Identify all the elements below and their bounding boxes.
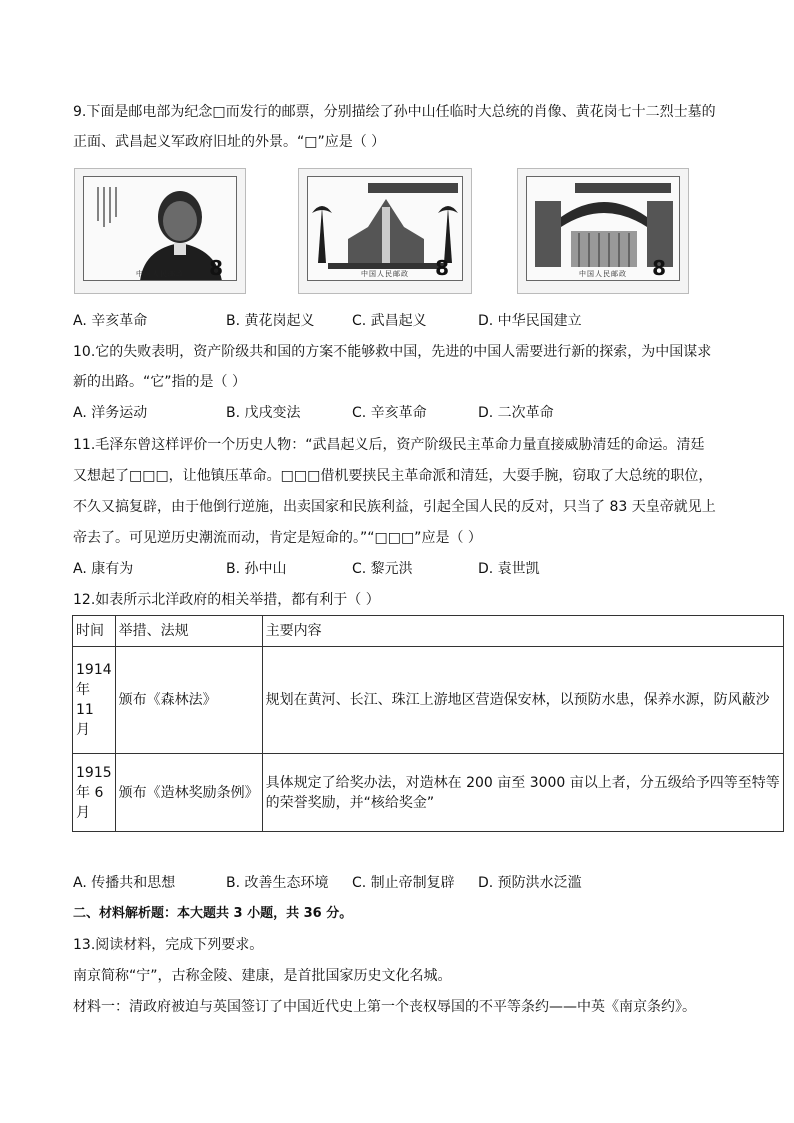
q11-option-c: C. 黎元洪 [352,561,413,577]
table-cell-content [262,754,783,832]
stamp-memorial [298,168,472,294]
section-heading: 二、材料解析题：本大题共 3 小题，共 36 分。 [73,906,353,921]
q11-option-b: B. 孙中山 [226,561,287,577]
q9-option-c: C. 武昌起义 [352,313,427,329]
stamp-portrait-label: 中国人民邮政 [136,270,184,278]
q11-option-a: A. 康有为 [73,561,134,577]
table-cell-time [73,647,116,754]
table-header-row [73,616,784,647]
q10-line-1: 10.它的失败表明，资产阶级共和国的方案不能够救中国，先进的中国人需要进行新的探索，为中国谋求 [73,344,712,360]
q11-line-1: 11.毛泽东曾这样评价一个历史人物：“武昌起义后，资产阶级民主革命力量直接威胁清廷的命运。清廷 [73,437,705,453]
q9-line-1: 9.下面是邮电部为纪念□而发行的邮票，分别描绘了孙中山任临时大总统的肖像、黄花岗七十二烈士墓的 [73,104,716,120]
q9-option-d: D. 中华民国建立 [478,313,582,329]
time-part: 年 [76,682,90,698]
q12-option-a: A. 传播共和思想 [73,875,176,891]
q10-option-d: D. 二次革命 [478,405,554,421]
q12-option-b: B. 改善生态环境 [226,875,329,891]
table-row [73,754,784,832]
table-header-content: 主要内容 [262,616,783,647]
time-part: 1914 [76,662,112,678]
time-part: 月 [76,722,90,738]
table-cell-time [73,754,116,832]
time-part: 11 [76,702,94,718]
q12-option-c: C. 制止帝制复辟 [352,875,455,891]
content-line: 具体规定了给奖办法，对造林在 200 亩至 3000 亩以上者，分五级给予四等至特等 [265,774,780,791]
table-header-measure: 举措、法规 [115,616,262,647]
q12-option-d: D. 预防洪水泛滥 [478,875,582,891]
stamp-building [517,168,689,294]
q11-line-3: 不久又搞复辟，由于他倒行逆施，出卖国家和民族利益，引起全国人民的反对，只当了 83 天皇帝就见上 [73,499,716,515]
q12-table [72,615,784,832]
q10-option-c: C. 辛亥革命 [352,405,427,421]
table-cell-measure: 颁布《森林法》 [115,647,262,754]
table-header-time: 时间 [73,616,116,647]
q9-option-a: A. 辛亥革命 [73,313,148,329]
q9-option-b: B. 黄花岗起义 [226,313,315,329]
q10-line-2: 新的出路。“它”指的是（ ） [73,374,246,390]
q11-line-4: 帝去了。可见逆历史潮流而动，肯定是短命的。”“□□□”应是（ ） [73,530,482,546]
stamp-portrait-value: 8 [209,256,223,280]
q9-line-2: 正面、武昌起义军政府旧址的外景。“□”应是（ ） [73,134,386,150]
table-row [73,647,784,754]
content-line: 规划在黄河、长江、珠江上游地区营造保安林，以预防水患，保养水源，防风蔽沙 [265,692,770,708]
q13-line-3: 材料一：清政府被迫与英国签订了中国近代史上第一个丧权辱国的不平等条约——中英《南京条约》。 [73,999,696,1015]
stamp-portrait [74,168,246,294]
stamp-building-value: 8 [652,256,666,280]
q13-line-1: 13.阅读材料，完成下列要求。 [73,937,264,953]
stamp-memorial-value: 8 [435,256,449,280]
q12-line-1: 12.如表所示北洋政府的相关举措，都有利于（ ） [73,592,380,608]
time-part: 1915 [76,764,112,781]
q11-option-d: D. 袁世凯 [478,561,540,577]
q13-line-2: 南京简称“宁”，古称金陵、建康，是首批国家历史文化名城。 [73,968,452,984]
table-cell-measure: 颁布《造林奖励条例》 [115,754,262,832]
stamp-building-label: 中国人民邮政 [579,270,627,278]
time-part: 年 6 [76,784,104,801]
table-cell-content [262,647,783,754]
q10-option-a: A. 洋务运动 [73,405,148,421]
time-part: 月 [76,804,90,821]
q10-option-b: B. 戊戌变法 [226,405,301,421]
content-line: 的荣誉奖励，并“核给奖金” [265,794,435,811]
q11-line-2: 又想起了□□□，让他镇压革命。□□□借机要挟民主革命派和清廷，大耍手腕，窃取了大总统的职位， [73,468,713,484]
stamp-memorial-label: 中国人民邮政 [361,270,409,278]
